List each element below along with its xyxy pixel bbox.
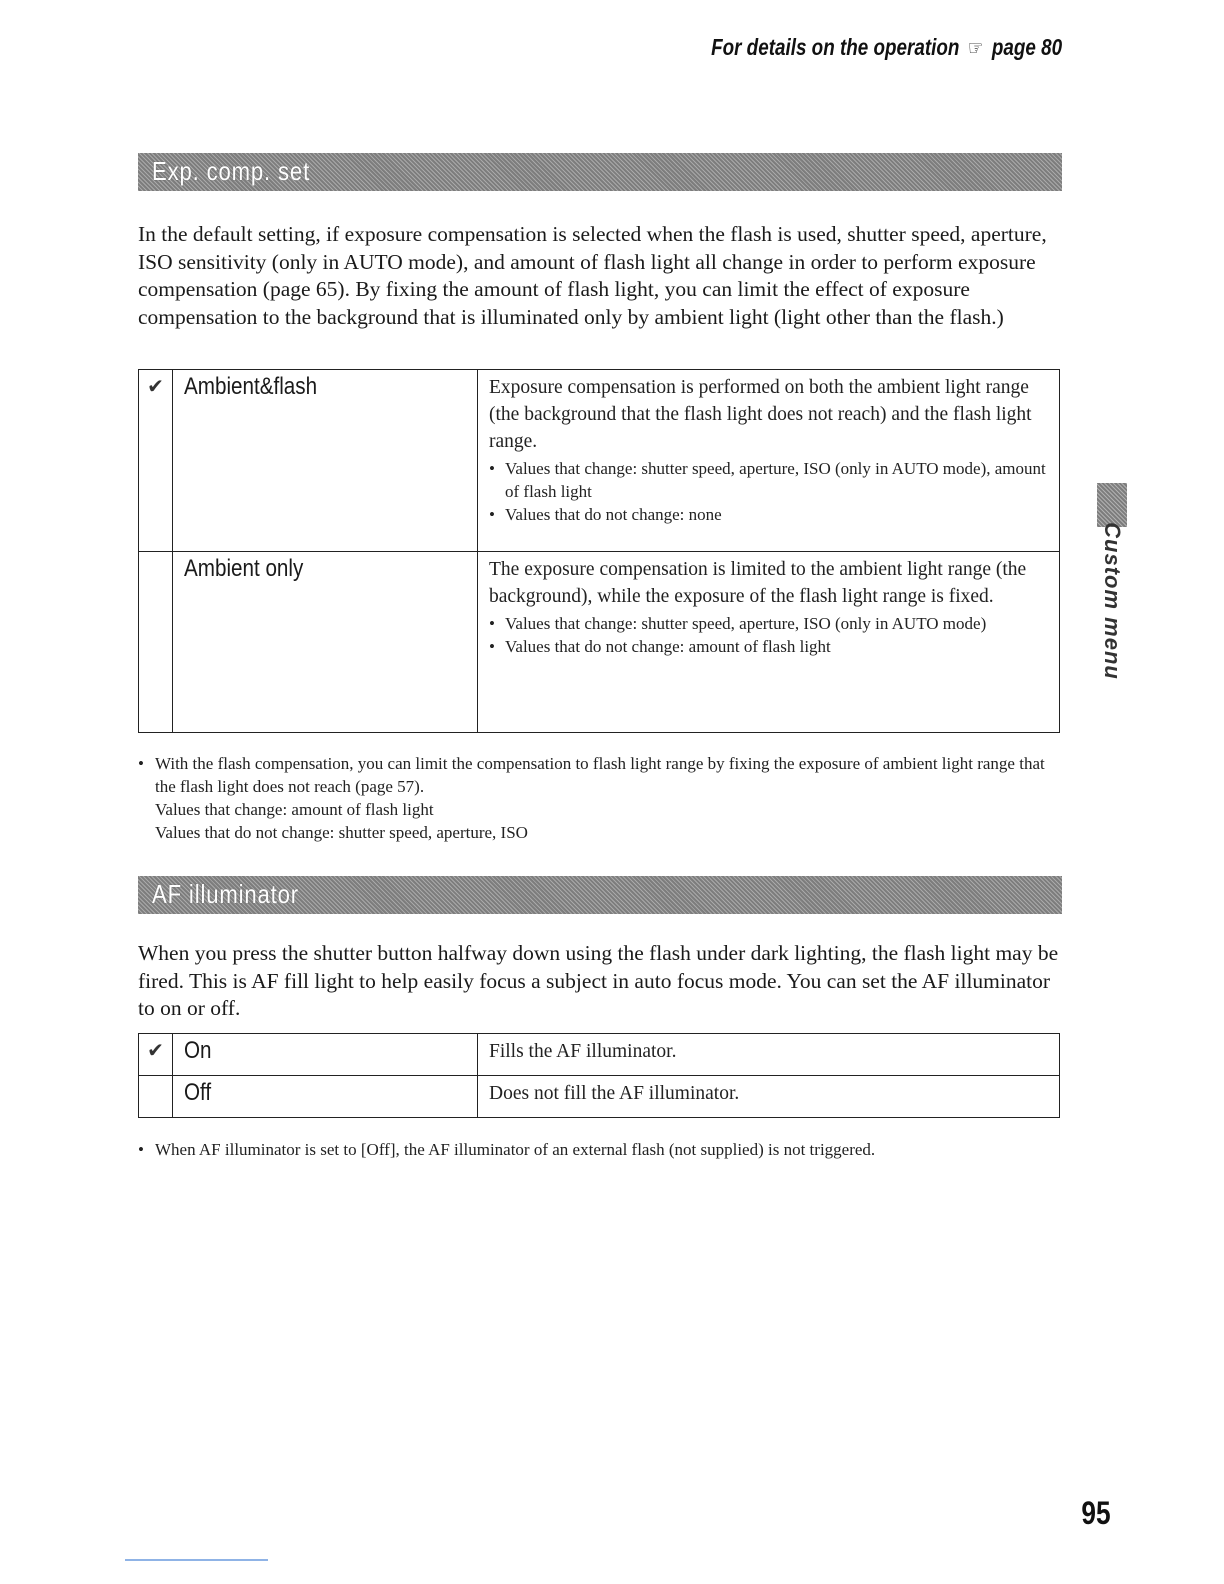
option-description: Exposure compensation is performed on both the ambient light range (the background that the flash light does not reach) and the flash light range. — [489, 377, 1032, 452]
note-line: • When AF illuminator is set to [Off], the AF illuminator of an external flash (not supplied) is not triggered. — [138, 1138, 1062, 1161]
exp-comp-note — [138, 752, 1062, 844]
section-title: Exp. comp. set — [152, 156, 311, 186]
af-illuminator-options-table — [138, 1033, 1060, 1118]
bottom-rule — [125, 1559, 268, 1561]
option-description: The exposure compensation is limited to the ambient light range (the background), while the exposure of the flash light range is fixed. — [489, 559, 1027, 607]
option-name: Off — [184, 1079, 212, 1106]
option-name: Ambient only — [184, 555, 304, 582]
note-line: Values that do not change: shutter speed, aperture, ISO — [155, 823, 528, 842]
default-check-icon: ✔ — [147, 374, 164, 398]
exp-comp-options-table — [138, 369, 1060, 733]
reference-text: For details on the operation — [710, 34, 960, 60]
page-number: 95 — [1081, 1495, 1111, 1531]
option-row-ambient-flash — [139, 370, 1060, 552]
af-illuminator-note — [138, 1138, 1062, 1161]
option-description: Does not fill the AF illuminator. — [489, 1083, 740, 1104]
option-name: On — [184, 1037, 212, 1064]
chapter-tab-marker — [1097, 483, 1127, 527]
option-row-on — [139, 1034, 1060, 1076]
section-header-exp-comp — [138, 153, 1062, 191]
option-bullet: • Values that change: shutter speed, aperture, ISO (only in AUTO mode) — [489, 612, 1047, 635]
operation-reference — [711, 34, 1062, 61]
option-bullet: • Values that do not change: none — [489, 503, 1047, 526]
section-header-af-illuminator — [138, 876, 1062, 914]
af-illuminator-intro: When you press the shutter button halfway down using the flash under dark lighting, the flash light may be fired. This is AF fill light to help easily focus a subject in auto focus mode. You can set the AF illuminator to on or off. — [138, 941, 1059, 1020]
option-bullet: • Values that do not change: amount of flash light — [489, 635, 1047, 658]
option-row-off — [139, 1076, 1060, 1118]
exp-comp-intro: In the default setting, if exposure compensation is selected when the flash is used, shutter speed, aperture, ISO sensitivity (only in AUTO mode), and amount of flash light all change in order to perform exposure compensation (page 65). By fixing the amount of flash light, you can limit the effect of exposure compensation to the background that is illuminated only by ambient light (light other than the flash.) — [138, 222, 1047, 329]
option-description: Fills the AF illuminator. — [489, 1041, 677, 1062]
option-row-ambient-only — [139, 552, 1060, 733]
option-bullet: • Values that change: shutter speed, aperture, ISO (only in AUTO mode), amount of flash light — [489, 457, 1047, 503]
reference-page: page 80 — [991, 34, 1062, 60]
option-name: Ambient&flash — [184, 373, 318, 400]
pointing-hand-icon: ☞ — [967, 37, 984, 60]
default-check-icon: ✔ — [147, 1038, 164, 1062]
chapter-tab-label: Custom menu — [1100, 522, 1125, 680]
note-line: Values that change: amount of flash light — [155, 800, 434, 819]
note-line: • With the flash compensation, you can limit the compensation to flash light range by fixing the exposure of ambient light range that the flash light does not reach (page 57). — [138, 752, 1062, 798]
section-title: AF illuminator — [152, 879, 299, 909]
